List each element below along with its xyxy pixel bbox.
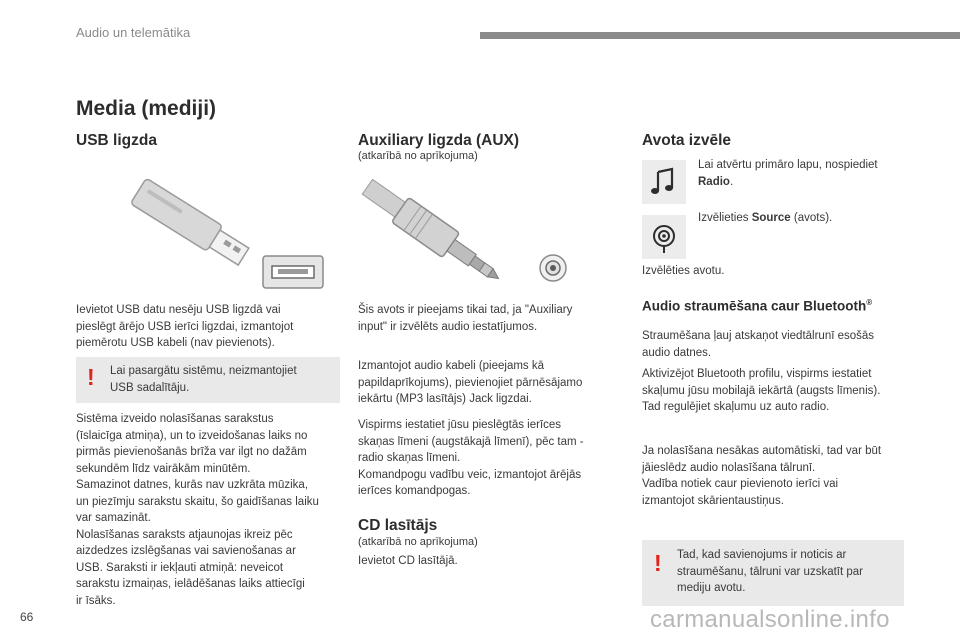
usb-port-icon xyxy=(262,255,324,289)
header-title: Audio un telemātika xyxy=(76,25,191,40)
source-button-box[interactable] xyxy=(642,215,686,259)
source-step-2: Izvēlieties Source (avots). xyxy=(698,212,833,224)
cd-heading: CD lasītājs xyxy=(358,517,438,534)
aux-subheading: (atkarībā no aprīkojuma) xyxy=(358,150,478,162)
source-after-text: Izvēlēties avotu. xyxy=(642,265,725,277)
warning-icon: ! xyxy=(87,364,95,390)
usb-paragraph-1: Ievietot USB datu nesēju USB ligzdā vai pieslēgt ārējo USB ierīci ligzdai, izmantojot piemērotu USB kabeli (nav pievienots). xyxy=(76,304,294,349)
cd-paragraph: Ievietot CD lasītājā. xyxy=(358,555,458,567)
cd-subheading: (atkarībā no aprīkojuma) xyxy=(358,536,478,548)
bluetooth-note-text: Tad, kad savienojums ir noticis ar straumēšanu, tālruni var uzskatīt par mediju avotu. xyxy=(677,549,863,594)
bluetooth-paragraph-2: Aktivizējot Bluetooth profilu, vispirms iestatiet skaļumu jūsu mobilajā iekārtā (augsts līmenis). Tad regulējiet skaļumu uz auto radio. xyxy=(642,368,881,413)
aux-paragraph-3: Vispirms iestatiet jūsu pieslēgtās ierīces skaņas līmeni (augstākajā līmenī), pēc tam - radio skaņas līmeni. Komandpogu vadību veic, izmantojot ārējās ierīces komandpogas. xyxy=(358,419,584,497)
usb-paragraph-2: Sistēma izveido nolasīšanas sarakstus (īslaicīga atmiņa), un to izveidošanas laiks no pirmās pievienošanās brīža var ilgt no dažām sekundēm līdz vairākām minūtēm. Samazinot datnes, kurās nav uzkrāta mūzika, un piezīmju sarakstu skaitu, šo gaidīšanas laiku var samazināt. Nolasīšanas saraksts atjaunojas ikreiz pēc aizdedzes izslēgšanas vai savienošanas ar USB. Saraksti ir iekļauti atmiņā: neveicot sarakstu izmaiņas, ielādēšanas laiks attiecīgi ir īsāks. xyxy=(76,413,319,607)
bluetooth-paragraph-1: Straumēšana ļauj atskaņot viedtālrunī esošās audio datnes. xyxy=(642,330,875,359)
source-step-1: Lai atvērtu primāro lapu, nospiediet Radio. xyxy=(698,159,878,188)
radio-button-box[interactable] xyxy=(642,160,686,204)
source-icon xyxy=(642,215,686,259)
aux-heading: Auxiliary ligzda (AUX) xyxy=(358,132,520,149)
aux-paragraph-1: Šis avots ir pieejams tikai tad, ja "Auxiliary input" ir izvēlēts audio iestatījumos. xyxy=(358,304,573,333)
watermark: carmanualsonline.info xyxy=(650,606,890,633)
warning-icon: ! xyxy=(654,550,662,576)
bluetooth-heading: Audio straumēšana caur Bluetooth® xyxy=(642,298,873,314)
source-heading: Avota izvēle xyxy=(642,132,732,149)
bluetooth-note-box xyxy=(642,540,904,606)
usb-note-text: Lai pasargātu sistēmu, neizmantojiet USB sadalītāju. xyxy=(110,365,297,394)
jack-plug-icon xyxy=(356,162,546,292)
bluetooth-paragraph-3: Ja nolasīšana nesākas automātiski, tad var būt jāieslēdz audio nolasīšana tālrunī. Vadība notiek caur pievienoto ierīci vai izmantojot skārientaustiņus. xyxy=(642,445,882,507)
jack-socket-icon xyxy=(538,253,568,283)
usb-heading: USB ligzda xyxy=(76,132,157,149)
page-number: 66 xyxy=(20,610,34,624)
usb-note-box xyxy=(76,357,340,403)
page-title: Media (mediji) xyxy=(76,97,217,120)
music-note-icon xyxy=(642,160,686,204)
header-bar xyxy=(480,32,960,39)
aux-paragraph-2: Izmantojot audio kabeli (pieejams kā papildaprīkojums), pievienojiet pārnēsājamo iekārtu (MP3 lasītājs) Jack ligzdai. xyxy=(358,360,583,405)
